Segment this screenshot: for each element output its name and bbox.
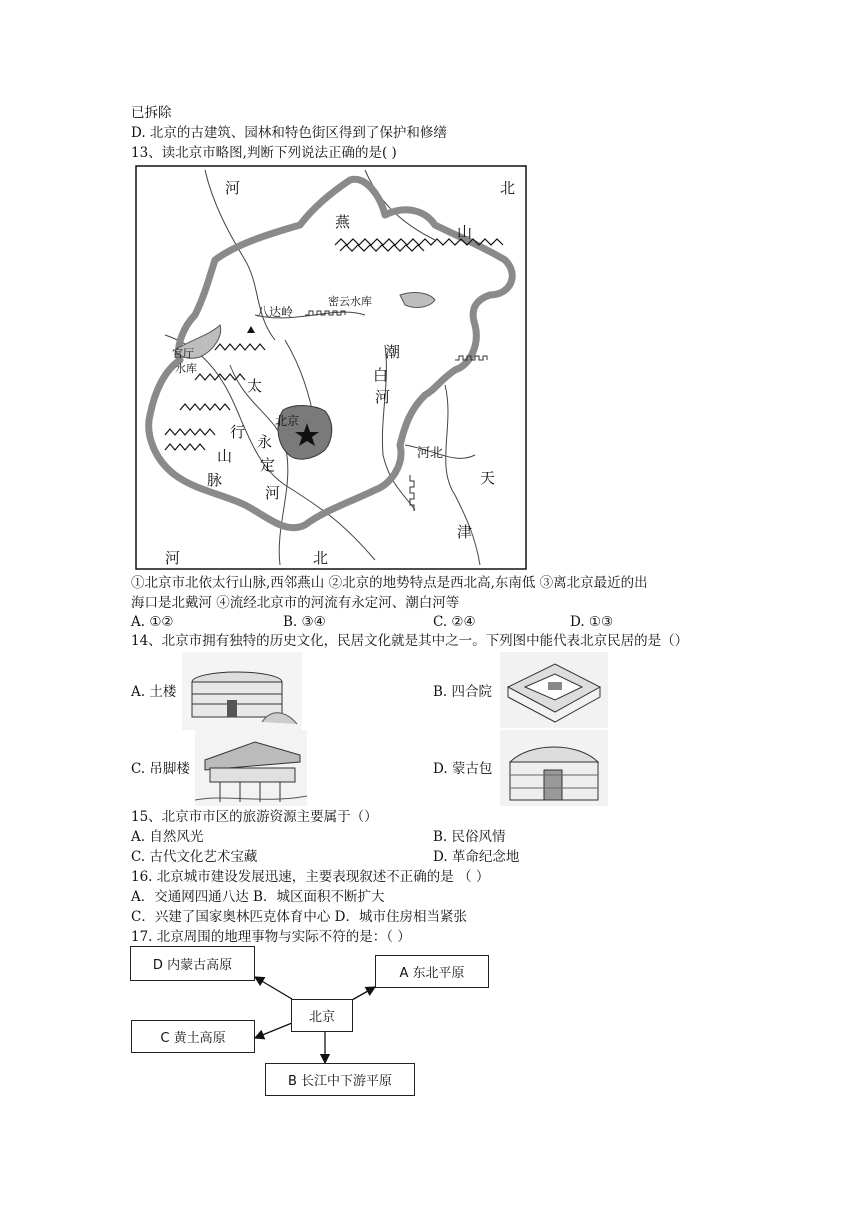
map-label: 津 — [457, 523, 473, 541]
beijing-map — [135, 165, 527, 570]
map-label: 燕 — [335, 213, 351, 231]
map-label: 永 — [257, 433, 273, 451]
q14-option-d[interactable]: D. 蒙古包 — [433, 761, 493, 777]
box-c-loess-plateau: C 黄土高原 — [131, 1020, 255, 1053]
map-label: 北 — [313, 549, 329, 567]
diaojiaolou-image — [195, 730, 307, 806]
q15-option-b[interactable]: B. 民俗风情 — [433, 829, 506, 845]
statements-line-2: 海口是北戴河 ④流经北京市的河流有永定河、潮白河等 — [131, 595, 460, 611]
siheyuan-image — [500, 652, 608, 728]
map-label: 脉 — [207, 471, 223, 489]
q13-option-c[interactable]: C. ②④ — [433, 614, 476, 630]
box-a-northeast-plain: A 东北平原 — [375, 955, 489, 988]
map-label: 太 — [247, 377, 263, 395]
map-label: 潮 — [385, 343, 401, 361]
map-label: 北 — [500, 179, 516, 197]
q15-option-c[interactable]: C. 古代文化艺术宝藏 — [131, 849, 258, 865]
map-label: 密云水库 — [328, 295, 372, 308]
question-16: 16. 北京城市建设发展迅速，主要表现叙述不正确的是 （ ） — [131, 869, 490, 885]
map-label: 河 — [265, 484, 281, 502]
q13-option-b[interactable]: B. ③④ — [283, 614, 326, 630]
option-d-text: D. 北京的古建筑、园林和特色街区得到了保护和修缮 — [131, 125, 447, 141]
text-line: 已拆除 — [131, 105, 172, 121]
q14-option-a[interactable]: A. 土楼 — [131, 684, 177, 700]
map-label: 天 — [480, 469, 496, 487]
box-d-inner-mongolia: D 内蒙古高原 — [130, 946, 255, 981]
q15-option-a[interactable]: A. 自然风光 — [131, 829, 204, 845]
map-label: 河 — [225, 179, 241, 197]
q14-option-c[interactable]: C. 吊脚楼 — [131, 761, 190, 777]
map-label: 行 — [230, 423, 246, 441]
question-13: 13、读北京市略图,判断下列说法正确的是( ) — [131, 145, 397, 161]
map-label: 河北 — [417, 446, 444, 461]
map-label: 白 — [373, 366, 389, 384]
q14-option-b[interactable]: B. 四合院 — [433, 684, 493, 700]
q16-options-cd[interactable]: C．兴建了国家奥林匹克体育中心 D．城市住房相当紧张 — [131, 909, 467, 925]
q13-option-d[interactable]: D. ①③ — [570, 614, 614, 630]
map-label: 河 — [165, 549, 181, 567]
question-14: 14、北京市拥有独特的历史文化，民居文化就是其中之一。下列图中能代表北京民居的是（） — [131, 633, 689, 649]
q16-options-ab[interactable]: A．交通网四通八达 B．城区面积不断扩大 — [131, 889, 385, 905]
map-label: 官厅 — [172, 347, 194, 360]
q13-option-a[interactable]: A. ①② — [131, 614, 174, 630]
map-label: 水库 — [175, 362, 197, 375]
question-17: 17. 北京周围的地理事物与实际不符的是：（ ） — [131, 929, 411, 945]
map-label: 八达岭 — [257, 305, 294, 319]
yurt-image — [500, 730, 608, 806]
box-b-yangtze-plain: B 长江中下游平原 — [265, 1063, 415, 1096]
map-label: 定 — [260, 456, 276, 474]
question-15: 15、北京市市区的旅游资源主要属于（） — [131, 809, 378, 825]
box-beijing: 北京 — [291, 999, 353, 1032]
q15-option-d[interactable]: D. 革命纪念地 — [433, 849, 520, 865]
map-label: 北京 — [275, 414, 300, 428]
map-label: 山 — [457, 223, 473, 241]
map-label: 河 — [375, 388, 391, 406]
tulou-image — [182, 652, 302, 730]
statements-line-1: ①北京市北依太行山脉,西邻燕山 ②北京的地势特点是西北高,东南低 ③离北京最近的出 — [131, 575, 648, 591]
map-label: 山 — [217, 447, 233, 465]
